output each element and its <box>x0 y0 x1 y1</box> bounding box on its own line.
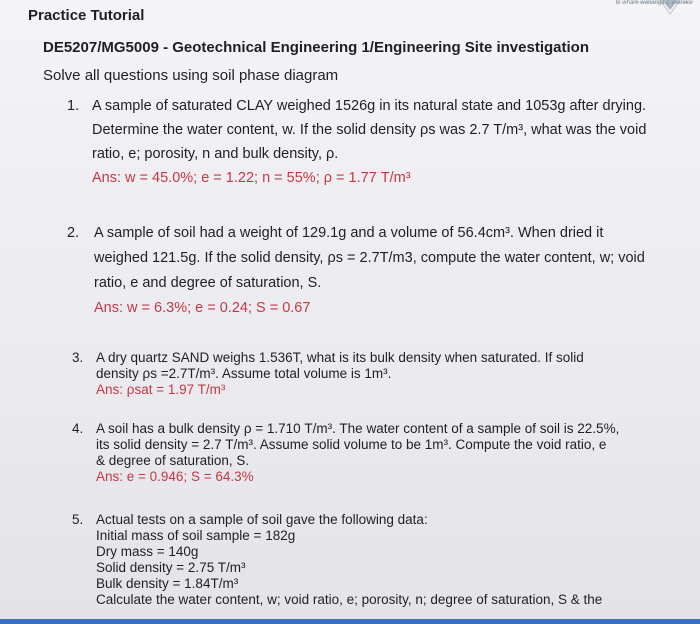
question-line: A sample of soil had a weight of 129.1g and a volume of 56.4cm³. When dried it <box>94 225 604 241</box>
question-line: Determine the water content, w. If the solid density ρs was 2.7 T/m³, what was the void <box>92 122 647 138</box>
question-line: ratio, e and degree of saturation, S. <box>94 275 322 291</box>
course-title: DE5207/MG5009 - Geotechnical Engineering 1/Engineering Site investigation <box>43 39 589 56</box>
instruction-text: Solve all questions using soil phase diagram <box>43 67 339 84</box>
question-number: 1. <box>67 98 80 114</box>
question-line: ratio, e; porosity, n and bulk density, ρ. <box>92 146 339 162</box>
question-line: weighed 121.5g. If the solid density, ρs = 2.7T/m3, compute the water content, w; void <box>94 250 645 266</box>
question-line: Calculate the water content, w; void ratio, e; porosity, n; degree of saturation, S & the <box>96 592 603 607</box>
question-line: A sample of saturated CLAY weighed 1526g in its natural state and 1053g after drying. <box>92 98 647 114</box>
page-title: Practice Tutorial <box>28 7 145 24</box>
question-number: 5. <box>72 512 84 527</box>
question-line: Bulk density = 1.84T/m³ <box>96 576 239 591</box>
question-line: its solid density = 2.7 T/m³. Assume solid volume to be 1m³. Compute the void ratio, e <box>96 437 607 452</box>
answer-line: Ans: w = 6.3%; e = 0.24; S = 0.67 <box>94 300 311 316</box>
answer-line: Ans: ρsat = 1.97 T/m³ <box>96 382 226 397</box>
question-line: Actual tests on a sample of soil gave the following data: <box>96 512 428 527</box>
question-line: A soil has a bulk density ρ = 1.710 T/m³. The water content of a sample of soil is 22.5%, <box>96 421 620 436</box>
question-line: Initial mass of soil sample = 182g <box>96 528 296 543</box>
question-line: & degree of saturation, S. <box>96 453 250 468</box>
question-number: 3. <box>72 350 84 365</box>
question-line: Dry mass = 140g <box>96 544 199 559</box>
question-line: density ρs =2.7T/m³. Assume total volume is 1m³. <box>96 366 392 381</box>
question-line: Solid density = 2.75 T/m³ <box>96 560 246 575</box>
answer-line: Ans: w = 45.0%; e = 1.22; n = 55%; ρ = 1.77 T/m³ <box>92 170 411 186</box>
logo-text: te whare wananga o wairaka <box>615 0 692 6</box>
bottom-edge-bar <box>0 619 700 624</box>
question-number: 2. <box>67 225 80 241</box>
question-number: 4. <box>72 421 84 436</box>
question-line: A dry quartz SAND weighs 1.536T, what is its bulk density when saturated. If solid <box>96 350 584 365</box>
answer-line: Ans: e = 0.946; S = 64.3% <box>96 469 254 484</box>
